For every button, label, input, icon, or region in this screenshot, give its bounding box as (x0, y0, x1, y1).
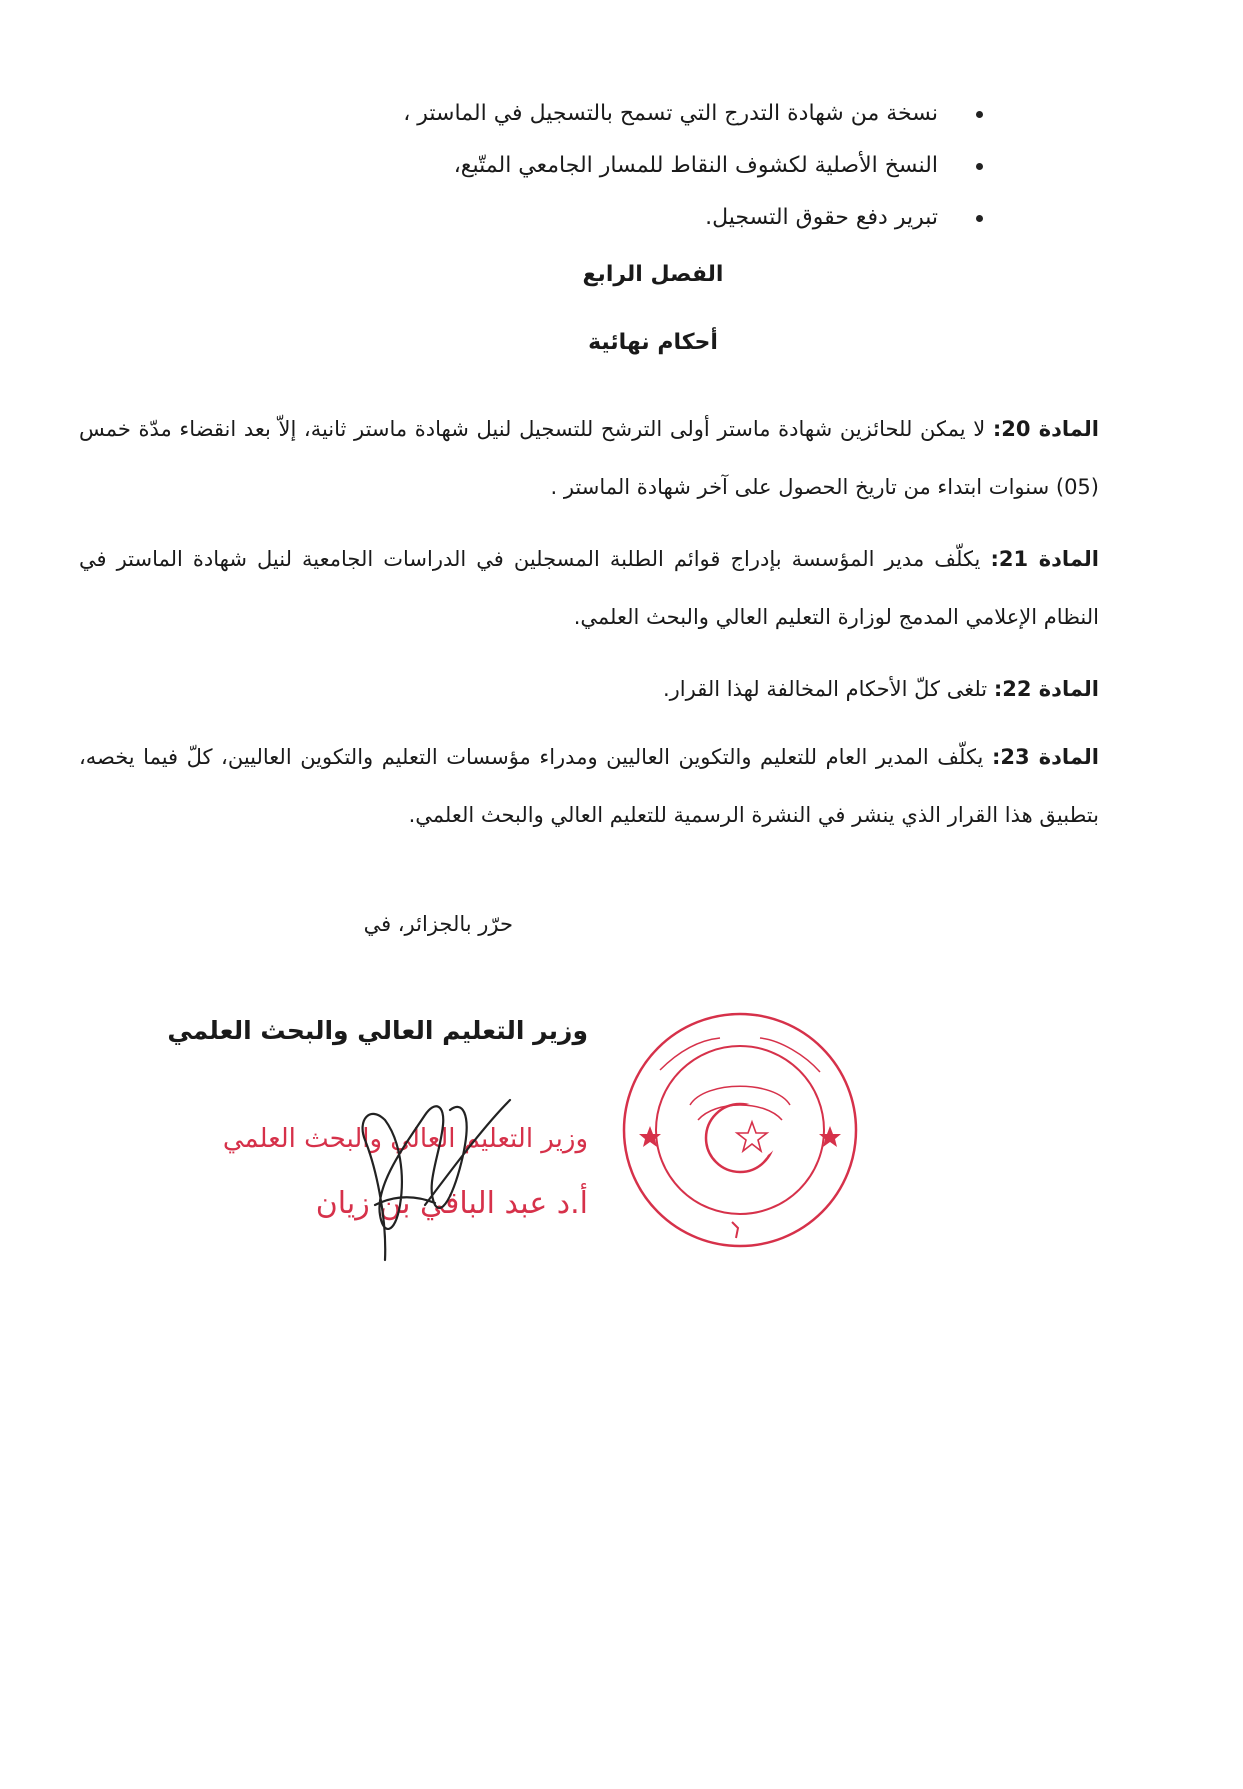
bullet-icon (976, 163, 983, 170)
place-date: حرّر بالجزائر، في (363, 912, 513, 936)
article-20 (79, 400, 1099, 516)
stamp-title: وزير التعليم العالي والبحث العلمي (222, 1124, 588, 1154)
stamp-name: أ.د عبد الباقي بن زيان (315, 1186, 588, 1221)
chapter-number: الفصل الرابع (582, 262, 724, 287)
article-label: المادة 21: (990, 547, 1099, 571)
article-text: يكلّف المدير العام للتعليم والتكوين العاليين ومدراء مؤسسات التعليم والتكوين العاليين، كلّ فيما يخصه، بتطبيق هذا القرار الذي ينشر في النشرة الرسمية للتعليم العالي والبحث العلمي. (79, 745, 1099, 827)
article-label: المادة 23: (991, 745, 1099, 769)
article-label: المادة 20: (992, 417, 1099, 441)
list-item: تبرير دفع حقوق التسجيل. (83, 192, 983, 244)
article-22 (79, 660, 1099, 718)
article-text: لا يمكن للحائزين شهادة ماستر أولى الترشح للتسجيل لنيل شهادة ماستر ثانية، إلاّ بعد انقضاء مدّة خمس (05) سنوات ابتداء من تاريخ الحصول على آخر شهادة الماستر . (79, 417, 1099, 499)
article-21 (79, 530, 1099, 646)
article-text: يكلّف مدير المؤسسة بإدراج قوائم الطلبة المسجلين في الدراسات الجامعية لنيل شهادة الماستر في النظام الإعلامي المدمج لوزارة التعليم العالي والبحث العلمي. (79, 547, 1099, 629)
requirements-list (83, 88, 983, 244)
list-item: النسخ الأصلية لكشوف النقاط للمسار الجامعي المتّبع، (83, 140, 983, 192)
list-item: نسخة من شهادة التدرج التي تسمح بالتسجيل في الماستر ، (83, 88, 983, 140)
ministry-seal-icon (620, 1010, 860, 1250)
article-label: المادة 22: (993, 677, 1099, 701)
chapter-title: أحكام نهائية (588, 330, 718, 355)
bullet-icon (976, 111, 983, 118)
bullet-icon (976, 215, 983, 222)
article-23 (79, 728, 1099, 844)
article-text: تلغى كلّ الأحكام المخالفة لهذا القرار. (662, 677, 988, 701)
minister-title: وزير التعليم العالي والبحث العلمي (167, 1016, 588, 1045)
signature-icon (345, 1085, 515, 1265)
